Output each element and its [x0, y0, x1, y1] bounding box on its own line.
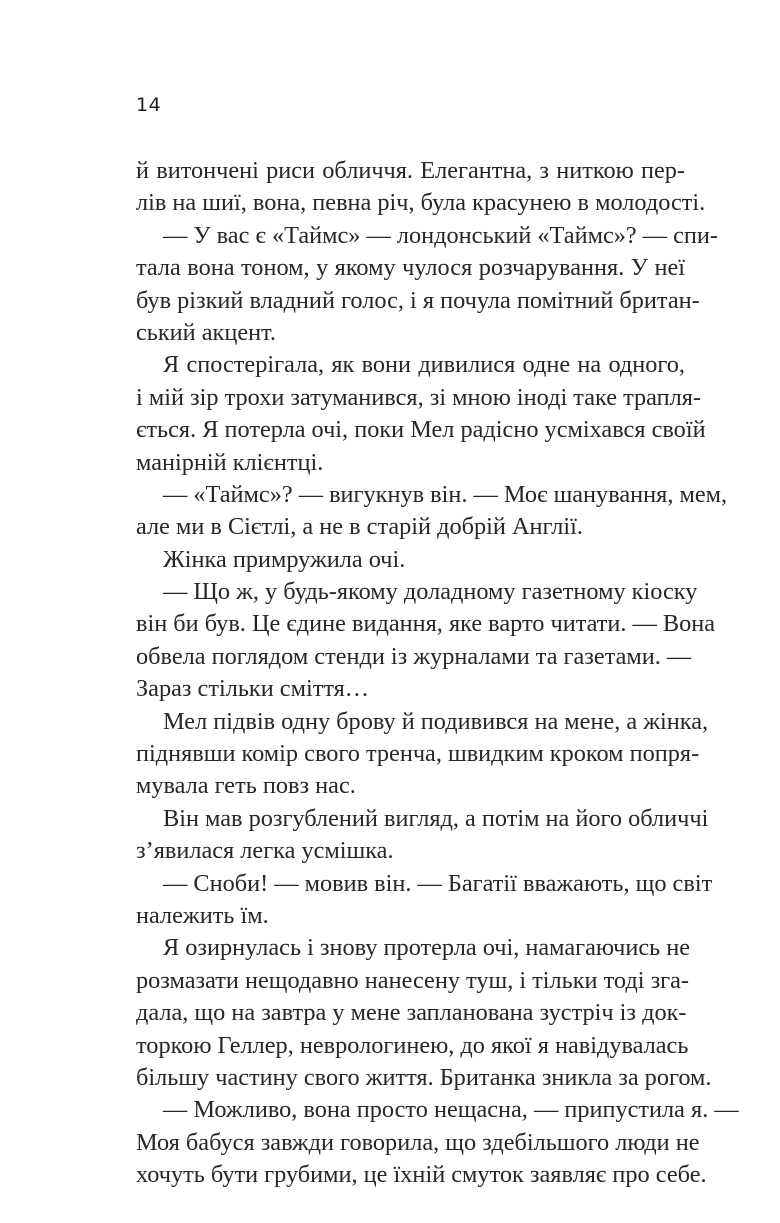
text-line: й витончені риси обличчя. Елегантна, з ниткою пер-	[136, 157, 685, 184]
text-line: лів на шиї, вона, певна річ, була красунею в молодості.	[136, 189, 706, 217]
text-line: розмазати нещодавно нанесену туш, і тільки тоді зга-	[136, 966, 690, 994]
paragraph	[136, 155, 706, 220]
paragraph	[136, 706, 709, 803]
text-line: торкою Геллер, неврологинею, до якої я навідувалась	[136, 1031, 689, 1059]
text-line: і мій зір трохи затуманився, зі мною іноді таке трапля-	[136, 383, 701, 411]
text-line: ський акцент.	[136, 318, 276, 346]
paragraph	[136, 220, 718, 350]
text-line: піднявши комір свого тренча, швидким кроком попря-	[136, 740, 700, 768]
text-line: він би був. Це єдине видання, яке варто читати. — Вона	[136, 610, 716, 638]
paragraph	[136, 349, 706, 479]
page-number: 14	[136, 94, 162, 116]
text-line: хочуть бути грубими, це їхній смуток заявляє про себе.	[136, 1161, 707, 1189]
text-line: Я спостерігала, як вони дивилися одне на одного,	[163, 351, 685, 379]
text-line: — Можливо, вона просто нещасна, — припустила я. —	[163, 1096, 739, 1124]
text-line: був різкий владний голос, і я почула помітний британ-	[136, 286, 700, 314]
paragraph	[136, 868, 713, 933]
text-line: мувала геть повз нас.	[136, 772, 356, 800]
body-text	[136, 155, 739, 1192]
text-line: з’явилася легка усмішка.	[136, 837, 394, 865]
text-line: тала вона тоном, у якому чулося розчарування. У неї	[136, 254, 685, 282]
text-line: — «Таймс»? — вигукнув він. — Моє шанування, мем,	[163, 480, 728, 508]
text-line: Я озирнулась і знову протерла очі, намагаючись не	[163, 934, 691, 962]
text-line: Мел підвів одну брову й подивився на мене, а жінка,	[163, 707, 709, 735]
text-line: Моя бабуся завжди говорила, що здебільшого люди не	[136, 1128, 700, 1156]
paragraph	[136, 1094, 739, 1191]
paragraph	[136, 479, 728, 544]
text-line: — Сноби! — мовив він. — Багатії вважають, що світ	[163, 869, 713, 897]
text-line: обвела поглядом стенди із журналами та газетами. —	[136, 642, 692, 670]
paragraph	[136, 803, 709, 868]
text-line: але ми в Сієтлі, а не в старій добрій Англії.	[136, 513, 583, 541]
paragraph	[136, 932, 712, 1094]
paragraph	[136, 544, 685, 576]
text-line: належить їм.	[136, 901, 269, 929]
text-line: Зараз стільки сміття…	[136, 675, 370, 703]
text-line: ється. Я потерла очі, поки Мел радісно усміхався своїй	[136, 416, 706, 444]
text-line: — Що ж, у будь-якому доладному газетному кіоску	[163, 578, 698, 606]
paragraph	[136, 576, 716, 706]
text-line: більшу частину свого життя. Британка зникла за рогом.	[136, 1063, 712, 1091]
text-line: Він мав розгублений вигляд, а потім на його обличчі	[163, 804, 709, 832]
text-line: дала, що на завтра у мене запланована зустріч із док-	[136, 999, 687, 1027]
text-line: Жінка примружила очі.	[163, 545, 406, 573]
text-line: манірній клієнтці.	[136, 448, 324, 476]
text-line: — У вас є «Таймс» — лондонський «Таймс»? — спи-	[163, 221, 718, 249]
